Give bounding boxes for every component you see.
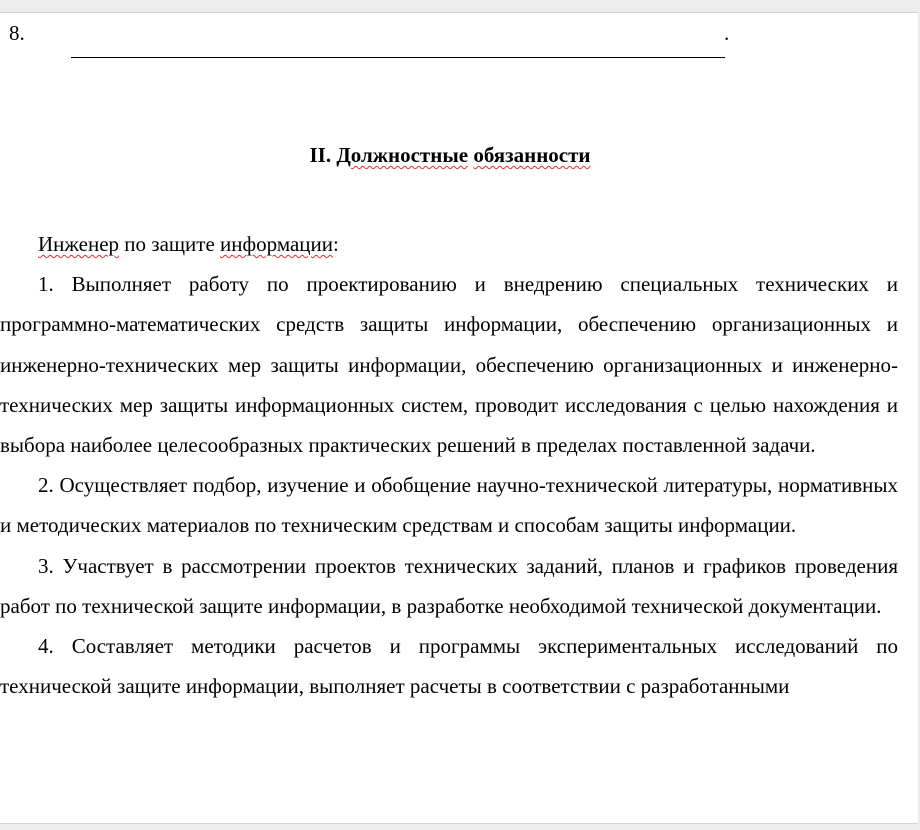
heading-word-1: Должностные bbox=[336, 143, 469, 167]
duty-paragraph-2: 2. Осуществляет подбор, изучение и обобщение научно-технической литературы, нормативных и методических материалов по техническим средствам и способам защиты информации. bbox=[0, 473, 898, 538]
intro-middle: по защите bbox=[119, 232, 221, 256]
document-page bbox=[0, 12, 918, 824]
heading-numeral: II. bbox=[309, 143, 332, 167]
duty-paragraph-3: 3. Участвует в рассмотрении проектов технических заданий, планов и графиков проведения работ по технической защите информации, в разработке необходимой технической документации. bbox=[0, 553, 898, 618]
section-heading bbox=[0, 143, 900, 168]
item-number: 8. bbox=[9, 21, 25, 45]
line-end-period: . bbox=[724, 21, 730, 45]
duty-paragraph-1: 1. Выполняет работу по проектированию и внедрению специальных технических и программно-математических средств защиты информации, обеспечению организационных и инженерно-технических мер защиты информации, обеспечению организационных и инженерно-технических мер защиты информационных систем, проводит исследования с целью нахождения и выбора наиболее целесообразных практических решений в пределах поставленной задачи. bbox=[0, 272, 898, 458]
document-body bbox=[0, 224, 898, 706]
duty-paragraph-4: 4. Составляет методики расчетов и программы экспериментальных исследований по технической защите информации, выполняет расчеты в соответствии с разработанными bbox=[0, 634, 898, 699]
heading-word-2: обязанности bbox=[473, 143, 591, 167]
fill-in-line bbox=[71, 57, 725, 58]
intro-word-2: информации bbox=[220, 232, 333, 256]
intro-tail: : bbox=[333, 232, 339, 256]
intro-word-1: Инженер bbox=[38, 232, 120, 256]
intro-line bbox=[0, 224, 898, 264]
